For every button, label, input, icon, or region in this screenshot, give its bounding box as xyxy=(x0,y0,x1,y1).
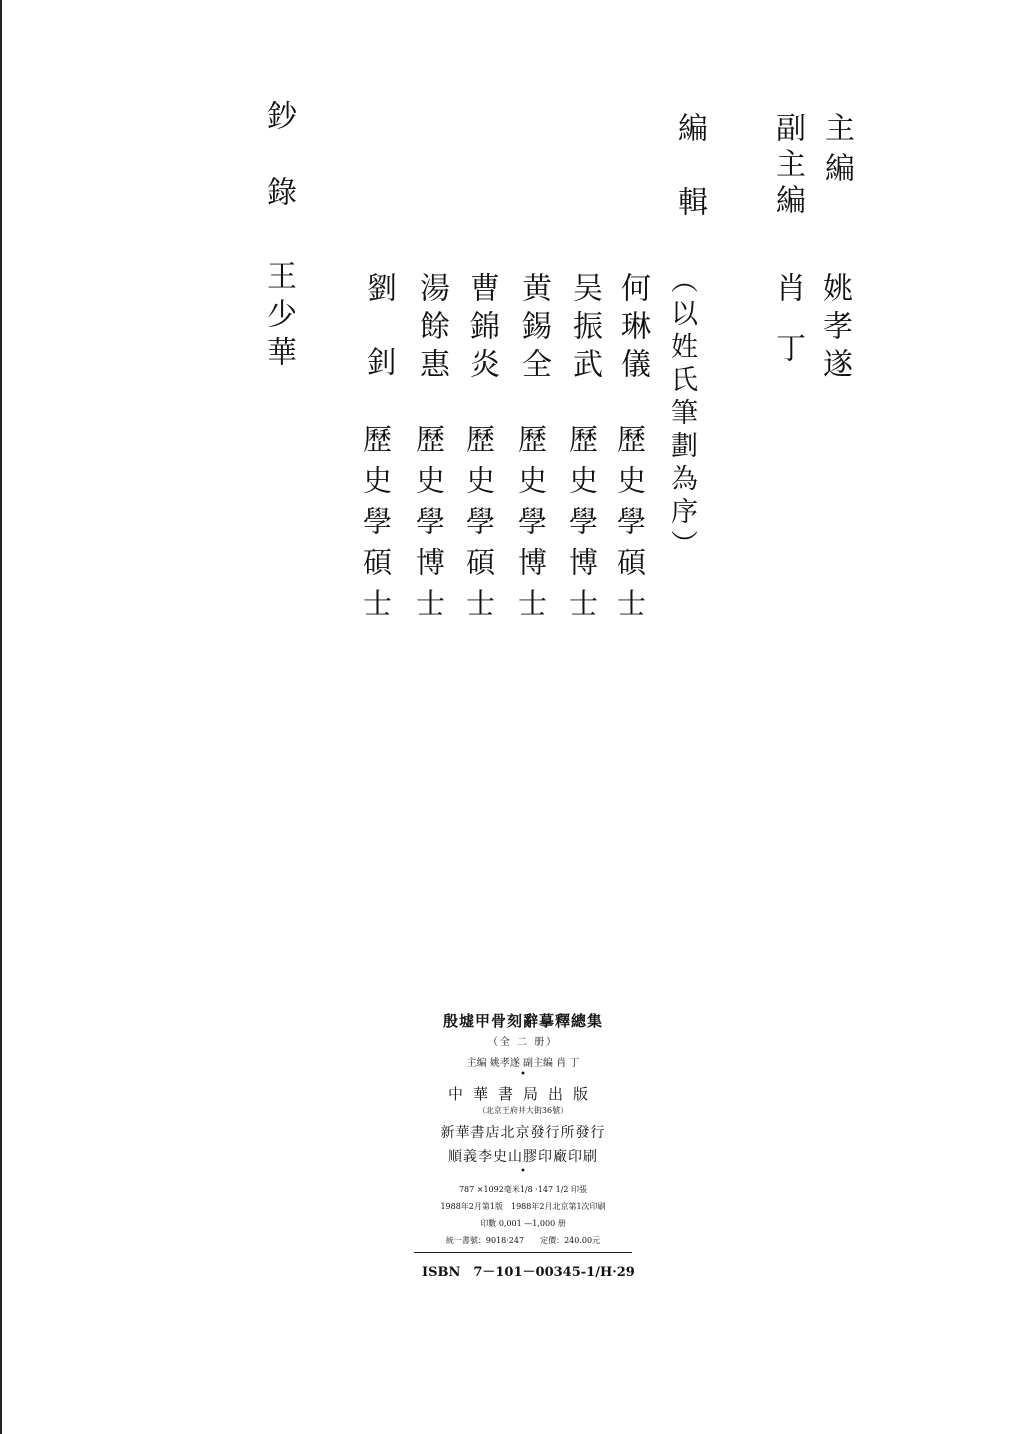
deputy-editor-role: 副主編 xyxy=(770,112,805,220)
deputy-editor-name: 肖丁 xyxy=(770,272,805,392)
editor-name: 湯餘惠 xyxy=(414,272,449,386)
volume-count: （全 二 册） xyxy=(487,1037,559,1048)
divider xyxy=(414,1252,632,1253)
copyist-name: 王少華 xyxy=(261,260,296,374)
distributor: 新華書店北京發行所發行 xyxy=(440,1125,606,1141)
edition-info: 1988年2月第1版 1988年2月北京第1次印刷 xyxy=(440,1202,606,1211)
editors-role: 編輯 xyxy=(672,112,707,260)
page-left-edge xyxy=(0,0,2,1434)
format-info: 787 ×1092毫米1/8 ·147 1/2 印張 xyxy=(458,1185,588,1194)
editor-degree: 歷史學博士 xyxy=(565,424,599,629)
editor-degree: 歷史學碩士 xyxy=(613,424,647,629)
chief-editor-name: 姚孝遂 xyxy=(817,272,852,386)
editors-order-note: （以姓氏筆劃為序） xyxy=(666,266,697,563)
publisher: 中華書局出版 xyxy=(447,1085,598,1103)
chief-editor-role: 主編 xyxy=(819,112,854,192)
editor-name: 何琳儀 xyxy=(615,272,650,386)
editor-name: 劉釗 xyxy=(361,272,396,420)
editor-degree: 歷史學碩士 xyxy=(359,424,393,629)
editor-name: 吴振武 xyxy=(567,272,602,386)
copyist-role: 鈔錄 xyxy=(261,100,296,252)
editor-degree: 歷史學碩士 xyxy=(462,424,496,629)
book-number-price: 統一書號：9018·247 定價：240.00元 xyxy=(445,1236,601,1245)
editor-name: 曹錦炎 xyxy=(464,272,499,386)
editor-name: 黄錫全 xyxy=(516,272,551,386)
editor-degree: 歷史學博士 xyxy=(412,424,446,629)
separator-dot: • xyxy=(520,1166,526,1177)
publisher-address: （北京王府井大街36號） xyxy=(477,1106,569,1115)
separator-dot: • xyxy=(520,1069,526,1080)
printer: 順義李史山膠印廠印刷 xyxy=(448,1149,598,1165)
colophon xyxy=(414,1010,635,1280)
isbn: ISBN 7－101－00345-1/H·29 xyxy=(422,1265,635,1280)
print-run: 印數 0,001 —1,000 册 xyxy=(480,1219,566,1228)
book-title: 殷墟甲骨刻辭摹釋總集 xyxy=(442,1012,603,1030)
editor-degree: 歷史學博士 xyxy=(514,424,548,629)
editors-line: 主编 姚孝遂 副主编 肖 丁 xyxy=(466,1058,580,1069)
